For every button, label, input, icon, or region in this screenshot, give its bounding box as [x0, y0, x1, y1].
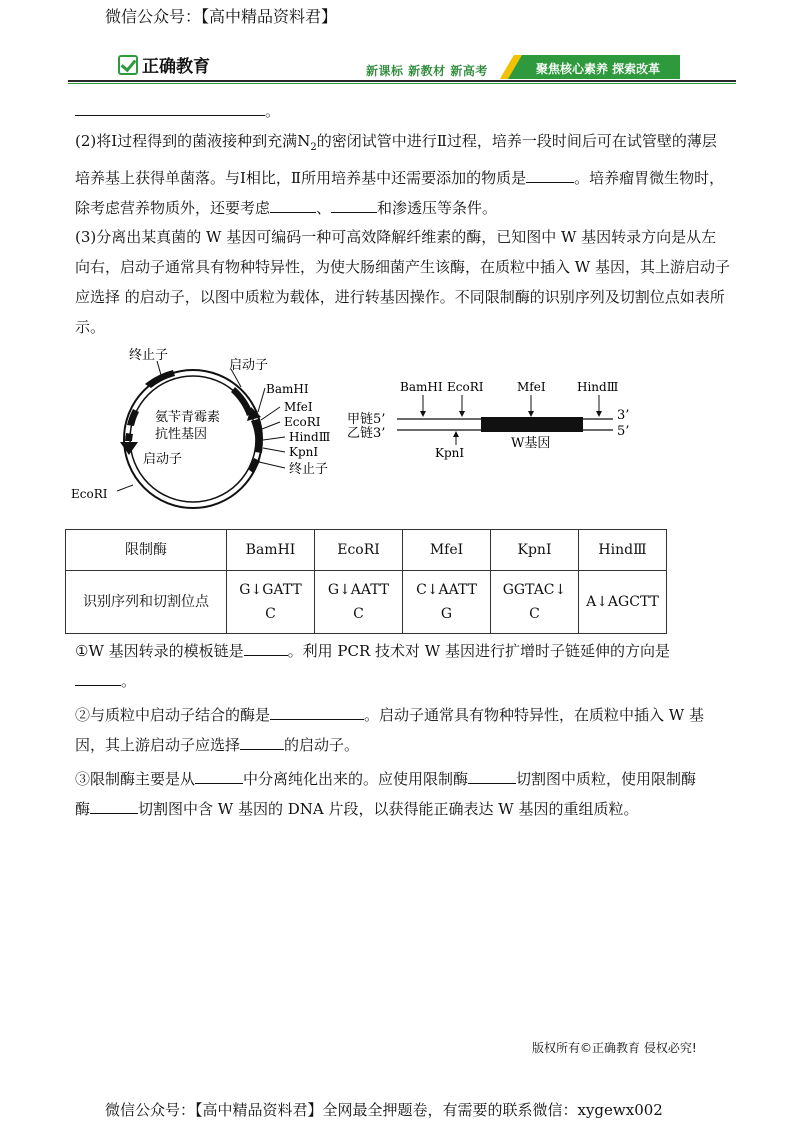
blank — [195, 769, 243, 784]
dna-kpni-label: KpnⅠ — [435, 446, 465, 460]
table-header-cell: HindⅢ — [579, 530, 667, 571]
dna-hindiii-label: HindⅢ — [577, 380, 619, 394]
hindiii-label: HindⅢ — [289, 430, 331, 444]
blank — [526, 168, 574, 183]
header-rule-green — [68, 83, 736, 84]
dna-fragment-diagram — [345, 375, 645, 465]
table-cell: G↓AATT C — [315, 571, 403, 634]
table-header-cell: MfeⅠ — [403, 530, 491, 571]
header-wechat: 微信公众号：【高中精品资料君】 — [105, 7, 338, 26]
dna-bamhi-label: BamHⅠ — [400, 380, 443, 394]
logo — [118, 52, 210, 77]
answer-line-0: 。 — [75, 96, 730, 126]
resistance-label-2: 抗性基因 — [155, 427, 208, 442]
table-header-cell: EcoRⅠ — [315, 530, 403, 571]
promoter-top-label: 启动子 — [229, 358, 269, 373]
mfei-label: MfeⅠ — [284, 400, 313, 414]
checkmark-icon — [118, 55, 138, 75]
paragraph-2: (2)将Ⅰ过程得到的菌液接种到充满$N_2$的密闭试管中进行Ⅱ过程，培养一段时间后可在试管壁的薄层培养基上获得单菌落。与Ⅰ相比，Ⅱ所用培养基中还需要添加的物质是 。培养瘤胃微生物时，除考虑营养物质外，还要考虑 、 和渗透压等条件。 — [75, 132, 725, 217]
table-header-row — [66, 530, 667, 571]
ecori-arrow-icon — [459, 411, 465, 417]
promoter-left-label: 启动子 — [143, 452, 183, 467]
w-gene-label: W基因 — [511, 436, 551, 451]
blank — [75, 671, 121, 686]
table-header-cell: KpnⅠ — [491, 530, 579, 571]
blank — [244, 641, 288, 656]
dna-ecori-label: EcoRⅠ — [447, 380, 484, 394]
bamhi-arrow-icon — [420, 411, 426, 417]
strand-b-label: 乙链3’ — [347, 426, 386, 441]
logo-text: 正确教育 — [142, 57, 210, 77]
blank — [240, 735, 284, 750]
paragraph-3: (3)分离出某真菌的 W 基因可编码一种可高效降解纤维素的酶，已知图中 W 基因转录方向是从左向右，启动子通常具有物种特异性，为使大肠细菌产生该酶，在质粒中插入 W 基因，其上游启动子应选择 的启动子，以图中质粒为载体，进行转基因操作。不同限制酶的识别序列及切割位点如表所示。 — [75, 228, 730, 336]
bamhi-label: BamHⅠ — [266, 382, 309, 396]
hindiii-arrow-icon — [596, 411, 602, 417]
resistance-arrow-icon — [120, 442, 138, 455]
terminator-top-label: 终止子 — [129, 348, 169, 363]
blank — [331, 198, 377, 213]
table-row — [66, 571, 667, 634]
table-cell: A↓AGCTT — [579, 571, 667, 634]
blank — [90, 799, 138, 814]
copyright: 版权所有©正确教育 侵权必究! — [532, 1041, 697, 1055]
ecori-bottom-label: EcoRⅠ — [71, 487, 108, 501]
question-2: ②与质粒中启动子结合的酶是 。启动子通常具有物种特异性，在质粒中插入 W 基因，其上游启动子应选择 的启动子。 — [75, 706, 704, 754]
table-header-cell: BamHⅠ — [227, 530, 315, 571]
terminator-bottom-label: 终止子 — [289, 462, 329, 477]
question-1: ①W 基因转录的模板链是 。利用 PCR 技术对 W 基因进行扩增时子链延伸的方向是 。 — [75, 642, 670, 690]
table-header-cell: 限制酶 — [66, 530, 227, 571]
w-gene-segment — [481, 417, 583, 432]
question-3: ③限制酶主要是从 中分离纯化出来的。应使用限制酶 切割图中质粒，使用限制酶 酶 切割图中含 W 基因的 DNA 片段，以获得能正确表达 W 基因的重组质粒。 — [75, 770, 697, 818]
table-cell: G↓GATT C — [227, 571, 315, 634]
restriction-enzyme-table — [65, 529, 667, 634]
strand-a-end: 3’ — [617, 408, 630, 423]
resistance-label-1: 氨苄青霉素 — [155, 410, 221, 425]
table-cell: GGTAC↓ C — [491, 571, 579, 634]
kpni-arrow-icon — [453, 431, 459, 437]
dna-mfei-label: MfeⅠ — [517, 380, 546, 394]
footer-wechat: 微信公众号：【高中精品资料君】全网最全押题卷，有需要的联系微信：xygewx002 — [105, 1101, 663, 1119]
header-rule — [68, 80, 736, 82]
table-row-label: 识别序列和切割位点 — [66, 571, 227, 634]
strand-b-end: 5’ — [617, 424, 630, 439]
strand-a-label: 甲链5’ — [347, 412, 386, 427]
blank — [270, 198, 316, 213]
blank — [468, 769, 516, 784]
kpni-label: KpnⅠ — [289, 445, 319, 459]
blank — [75, 101, 265, 116]
table-cell: C↓AATT G — [403, 571, 491, 634]
plasmid-diagram — [65, 345, 365, 515]
slogan-right: 聚焦核心素养 探索改革 — [536, 62, 661, 76]
ecori-label: EcoRⅠ — [284, 415, 321, 429]
slogan-left: 新课标 新教材 新高考 — [366, 64, 488, 78]
blank — [270, 705, 364, 720]
mfei-arrow-icon — [528, 411, 534, 417]
